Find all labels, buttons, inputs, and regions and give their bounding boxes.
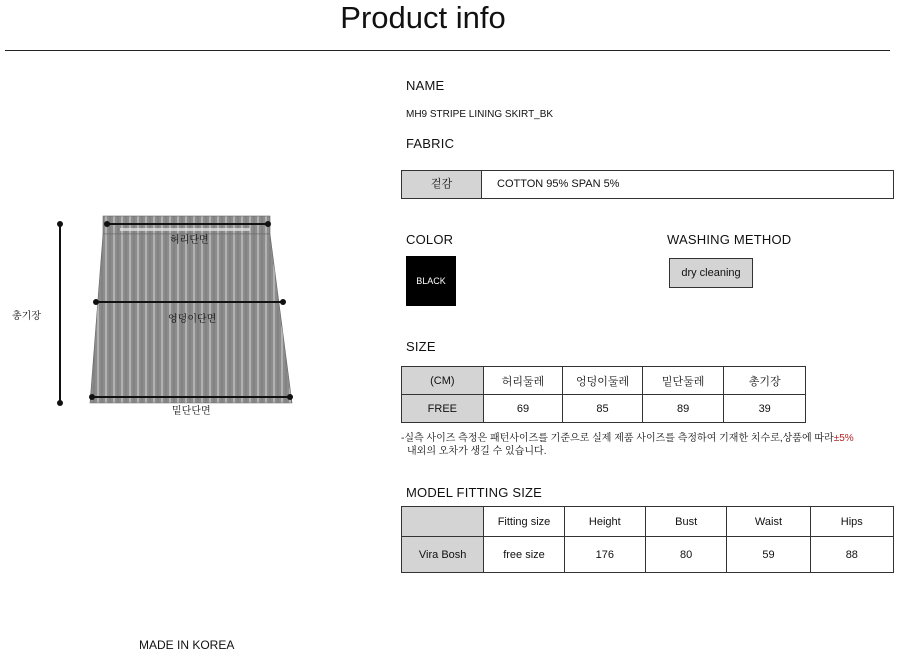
fabric-key: 겉감	[402, 171, 482, 198]
size-header-cell: 밑단둘레	[642, 367, 724, 395]
origin-text: MADE IN KOREA	[139, 638, 235, 652]
size-note-tolerance: ±5%	[833, 433, 854, 444]
model-header-cell: Height	[564, 507, 645, 537]
model-cell: free size	[484, 537, 564, 573]
size-cell: 69	[483, 395, 563, 423]
size-header-cell: 총기장	[724, 367, 806, 395]
model-heading: MODEL FITTING SIZE	[406, 485, 543, 500]
size-value-row	[402, 395, 806, 423]
color-heading: COLOR	[406, 232, 454, 247]
size-cell: 89	[642, 395, 724, 423]
model-header-cell: Fitting size	[484, 507, 564, 537]
model-header-cell: Hips	[810, 507, 893, 537]
model-header-cell: Waist	[727, 507, 810, 537]
model-cell: 176	[564, 537, 645, 573]
color-swatch: BLACK	[406, 256, 456, 306]
size-header-cell: (CM)	[402, 367, 484, 395]
size-note-line2: 내외의 오차가 생길 수 있습니다.	[407, 446, 547, 457]
fabric-value: COTTON 95% SPAN 5%	[497, 178, 620, 190]
washing-heading: WASHING METHOD	[667, 232, 792, 247]
size-note	[401, 432, 896, 458]
size-table	[401, 366, 806, 423]
hem-label: 밑단단면	[172, 406, 211, 417]
size-cell: 85	[563, 395, 643, 423]
length-label: 총기장	[12, 311, 41, 322]
size-header-row	[402, 367, 806, 395]
product-name: MH9 STRIPE LINING SKIRT_BK	[406, 109, 554, 120]
model-table	[401, 506, 894, 573]
model-cell: 80	[645, 537, 726, 573]
size-cell: 39	[724, 395, 806, 423]
model-header-cell: Bust	[645, 507, 726, 537]
skirt-illustration	[0, 210, 320, 430]
size-cell: FREE	[402, 395, 484, 423]
size-heading: SIZE	[406, 339, 436, 354]
size-header-cell: 엉덩이둘레	[563, 367, 643, 395]
model-cell: 59	[727, 537, 810, 573]
name-heading: NAME	[406, 78, 445, 93]
size-header-cell: 허리둘레	[483, 367, 563, 395]
waist-label: 허리단면	[170, 235, 209, 246]
model-header-row	[402, 507, 894, 537]
size-note-line1: -실측 사이즈 측정은 패턴사이즈를 기준으로 실제 제품 사이즈를 측정하여 기재한 치수로,상품에 따라	[401, 433, 834, 444]
model-cell: Vira Bosh	[402, 537, 484, 573]
model-header-cell	[402, 507, 484, 537]
model-cell: 88	[810, 537, 893, 573]
skirt-diagram	[0, 210, 320, 430]
hip-label: 엉덩이단면	[168, 314, 217, 325]
fabric-row	[401, 170, 894, 199]
model-value-row	[402, 537, 894, 573]
title-divider	[5, 50, 890, 51]
page-title: Product info	[340, 0, 506, 35]
fabric-heading: FABRIC	[406, 136, 455, 151]
washing-method-badge: dry cleaning	[669, 258, 753, 288]
